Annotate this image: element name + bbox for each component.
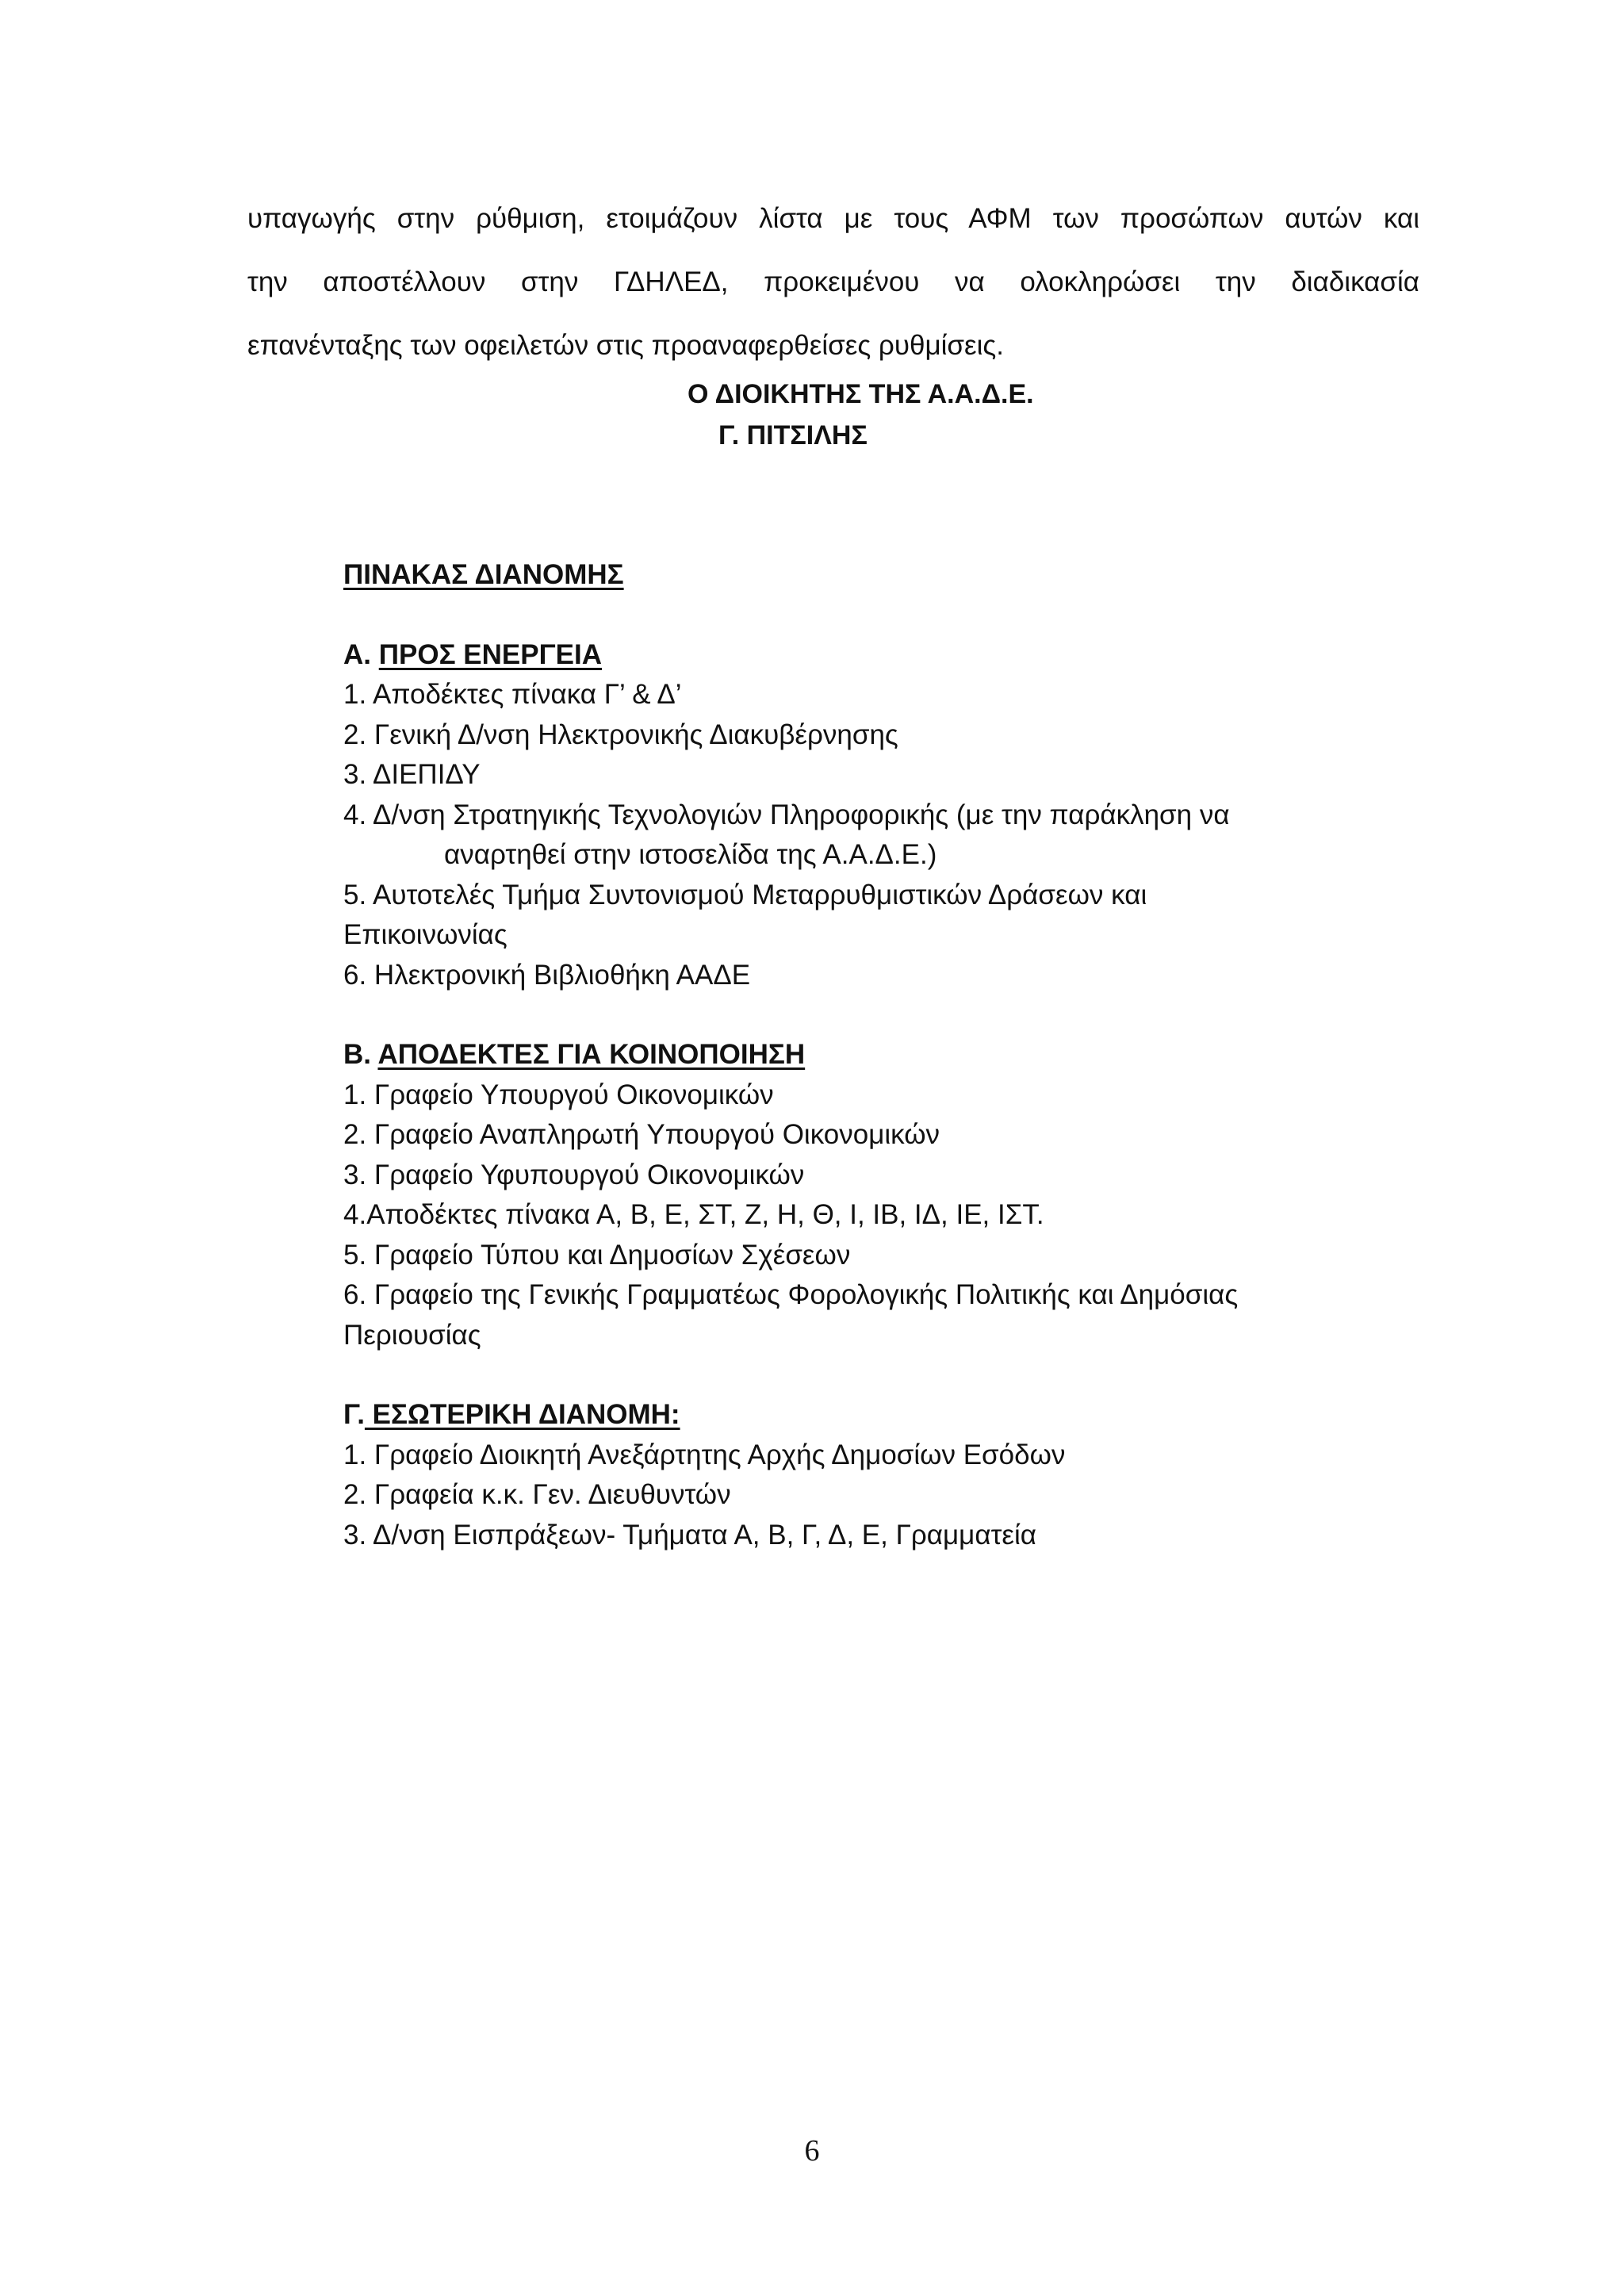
list-item: 2. Γραφείο Αναπληρωτή Υπουργού Οικονομικών <box>343 1119 940 1150</box>
list-item-continuation: αναρτηθεί στην ιστοσελίδα της Α.Α.Δ.Ε.) <box>444 839 937 870</box>
section-a-list <box>343 675 1438 995</box>
list-item: 3. Γραφείο Υφυπουργού Οικονομικών <box>343 1159 805 1190</box>
list-item: 6. Ηλεκτρονική Βιβλιοθήκη ΑΑΔΕ <box>343 959 751 991</box>
distribution-table <box>343 555 1438 1555</box>
paragraph-line: επανένταξης των οφειλετών στις προαναφερθείσες ρυθμίσεις. <box>247 330 1004 361</box>
list-item: 3. Δ/νση Εισπράξεων- Τμήματα Α, Β, Γ, Δ, Ε, Γραμματεία <box>343 1519 1037 1550</box>
section-a-title: ΠΡΟΣ ΕΝΕΡΓΕΙΑ <box>378 638 602 670</box>
body-paragraph <box>247 187 1419 378</box>
paragraph-line: υπαγωγής στην ρύθμιση, ετοιμάζουν λίστα με τους ΑΦΜ των προσώπων αυτών και <box>247 203 1419 234</box>
signature-title: Ο ΔΙΟΙΚΗΤΗΣ ΤΗΣ Α.Α.Δ.Ε. <box>688 379 1034 409</box>
section-c-list <box>343 1435 1438 1556</box>
section-c-title: ΕΣΩΤΕΡΙΚΗ ΔΙΑΝΟΜΗ: <box>364 1399 680 1430</box>
page-number: 6 <box>804 2134 820 2168</box>
section-c-prefix: Γ. <box>343 1399 365 1430</box>
list-item: 3. ΔΙΕΠΙΔΥ <box>343 759 481 790</box>
section-b-title: ΑΠΟΔΕΚΤΕΣ ΓΙΑ ΚΟΙΝΟΠΟΙΗΣΗ <box>377 1039 806 1070</box>
list-item: 1. Αποδέκτες πίνακα Γ’ & Δ’ <box>343 679 682 710</box>
section-b-heading <box>343 1035 1438 1075</box>
list-item-continuation: Επικοινωνίας <box>343 919 508 950</box>
list-item: 6. Γραφείο της Γενικής Γραμματέως Φορολογικής Πολιτικής και Δημόσιας <box>343 1279 1239 1310</box>
list-item: 5. Γραφείο Τύπου και Δημοσίων Σχέσεων <box>343 1239 851 1271</box>
section-b-prefix: Β. <box>343 1039 378 1070</box>
section-b-list <box>343 1075 1438 1356</box>
list-item-continuation: Περιουσίας <box>343 1319 481 1351</box>
list-item: 1. Γραφείο Υπουργού Οικονομικών <box>343 1079 774 1110</box>
list-item: 4. Δ/νση Στρατηγικής Τεχνολογιών Πληροφορικής (με την παράκληση να <box>343 799 1230 830</box>
list-item: 2. Γραφεία κ.κ. Γεν. Διευθυντών <box>343 1479 731 1510</box>
distribution-title: ΠΙΝΑΚΑΣ ΔΙΑΝΟΜΗΣ <box>343 559 624 590</box>
section-c-heading <box>343 1395 1438 1435</box>
section-a-heading <box>343 635 1438 676</box>
list-item: 5. Αυτοτελές Τμήμα Συντονισμού Μεταρρυθμιστικών Δράσεων και <box>343 879 1147 910</box>
list-item: 2. Γενική Δ/νση Ηλεκτρονικής Διακυβέρνησης <box>343 719 898 750</box>
paragraph-line: την αποστέλλουν στην ΓΔΗΛΕΔ, προκειμένου να ολοκληρώσει την διαδικασία <box>247 266 1419 297</box>
list-item: 4.Αποδέκτες πίνακα Α, Β, Ε, ΣΤ, Ζ, Η, Θ, Ι, ΙΒ, ΙΔ, ΙΕ, ΙΣΤ. <box>343 1199 1044 1230</box>
signature-name: Γ. ΠΙΤΣΙΛΗΣ <box>718 420 868 450</box>
section-a-prefix: Α. <box>343 638 379 670</box>
list-item: 1. Γραφείο Διοικητή Ανεξάρτητης Αρχής Δημοσίων Εσόδων <box>343 1439 1066 1470</box>
